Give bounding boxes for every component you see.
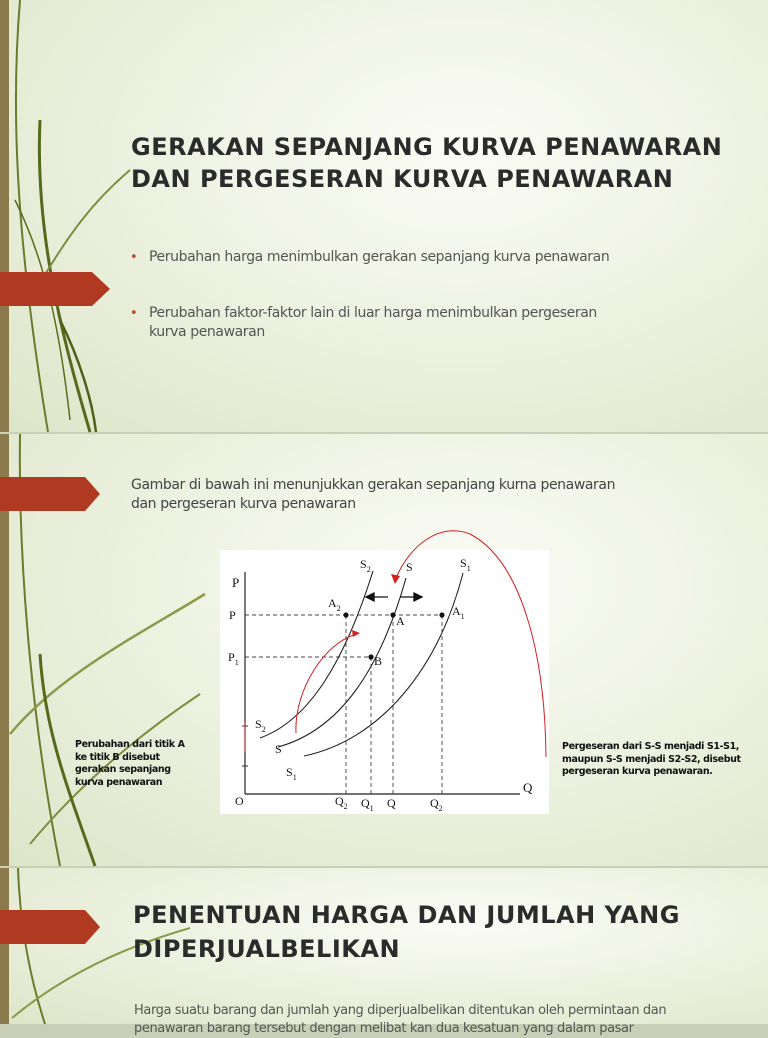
x-tick-label: $Q_2$ (335, 794, 348, 811)
slide-title: GERAKAN SEPANJANG KURVA PENAWARAN DAN PERGESERAN KURVA PENAWARAN (131, 133, 723, 193)
shift-pointer-arrow (396, 531, 546, 757)
series-label: $S_2$ (255, 717, 266, 734)
bullet-item: • Perubahan harga menimbulkan gerakan sepanjang kurva penawaran (130, 249, 610, 265)
body-text: Harga suatu barang dan jumlah yang diperjualbelikan ditentukan oleh permintaan dan penawaran barang tersebut dengan melibat kan dua kesatuan yang dalam pasar (134, 1003, 667, 1036)
arrow-head-icon (391, 574, 400, 584)
origin-label: O (235, 794, 244, 808)
point-label: $A_2$ (328, 596, 341, 613)
x-tick-label: $Q_1$ (361, 796, 374, 813)
x-axis-label: Q (523, 780, 533, 795)
series-label: S (275, 742, 282, 756)
movement-note: Perubahan dari titik A ke titik B disebut gerakan sepanjang kurva penawaran (75, 739, 185, 788)
section-tab (0, 910, 110, 944)
series-label: $S_1$ (286, 765, 297, 782)
point-label: A (396, 614, 405, 628)
point-label: B (374, 654, 383, 668)
x-tick-label: $Q_2$ (430, 796, 443, 813)
y-axis-label: P (232, 575, 240, 590)
bullet-icon: • (130, 250, 138, 265)
bullet-icon: • (130, 306, 138, 321)
shift-note: Pergeseran dari S-S menjadi S1-S1, maupun S-S menjadi S2-S2, disebut pergeseran kurva penawaran. (562, 741, 741, 777)
series-label: S (406, 560, 413, 574)
slide-3 (0, 868, 768, 1036)
point-label: $A_1$ (452, 604, 465, 621)
bullet-item: • Perubahan faktor-faktor lain di luar harga menimbulkan pergeseran kurva penawaran (130, 305, 597, 340)
y-tick-label: P (229, 608, 236, 622)
intro-text: Gambar di bawah ini menunjukkan gerakan sepanjang kurna penawaran dan pergeseran kurva penawaran (131, 477, 616, 512)
x-tick-label: Q (387, 796, 396, 810)
series-label: $S_2$ (360, 557, 371, 574)
series-label: $S_1$ (460, 556, 471, 573)
slide-title: PENENTUAN HARGA DAN JUMLAH YANG DIPERJUALBELIKAN (133, 901, 680, 963)
y-tick-label: $P_1$ (228, 650, 239, 667)
